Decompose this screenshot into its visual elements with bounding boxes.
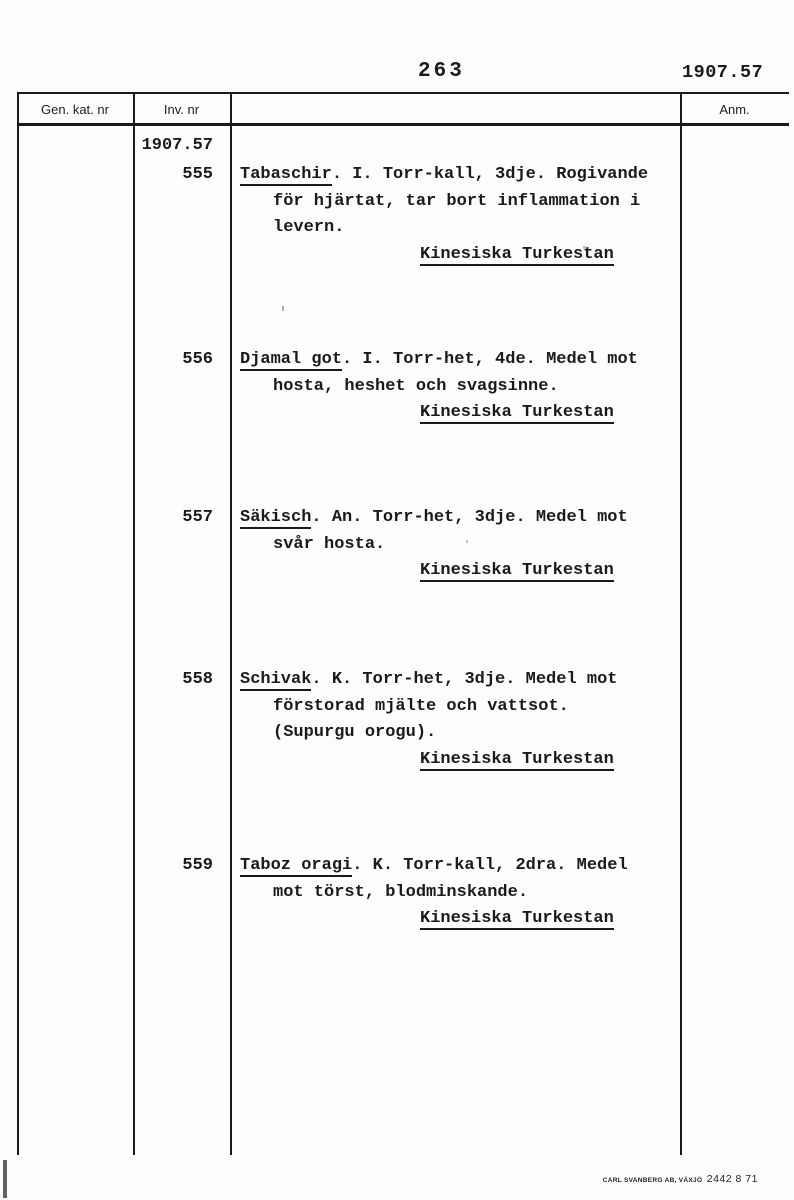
column-divider-inv-text [230,92,232,1155]
column-divider-genkat-inv [133,92,135,1155]
year-group-label: 1907.57 [141,136,213,155]
entry-first-line [240,347,680,374]
page-number: 263 [418,60,465,83]
entry-description: . I. Torr-het, 4de. Medel mot [342,350,638,369]
entry-description: . K. Torr-het, 3dje. Medel mot [311,670,618,689]
inventory-number: 556 [182,350,213,369]
entry-description: . An. Torr-het, 3dje. Medel mot [311,508,628,527]
object-name: Säkisch [240,508,312,527]
catalog-entry [240,853,680,933]
column-divider-text-anm [680,92,682,1155]
entry-line: (Supurgu orogu). [273,723,437,742]
entry-description: . I. Torr-kall, 3dje. Rogivande [331,165,649,184]
object-name: Schivak [240,670,312,689]
entry-first-line [240,853,680,880]
scan-artifact [583,246,586,249]
provenance: Kinesiska Turkestan [420,561,614,580]
inventory-number: 558 [182,670,213,689]
entry-line: förstorad mjälte och vattsot. [273,696,569,716]
printer-code: 2442 8 71 [706,1173,758,1185]
inventory-number: 557 [182,508,213,527]
printer-name: CARL SVANBERG AB, VÄXJÖ [602,1177,703,1184]
entry-description: . K. Torr-kall, 2dra. Medel [352,856,628,875]
entry-line: för hjärtat, tar bort inflammation i [273,191,641,211]
column-header-gen-kat-nr: Gen. kat. nr [41,102,109,117]
column-header-inv-nr: Inv. nr [163,102,200,117]
provenance: Kinesiska Turkestan [420,749,614,769]
scan-artifact [3,1160,7,1198]
provenance: Kinesiska Turkestan [420,909,614,928]
entry-line: mot törst, blodminskande. [273,882,529,902]
page-year-reference: 1907.57 [682,62,764,83]
provenance-line [240,747,680,774]
provenance-line [240,906,680,933]
provenance: Kinesiska Turkestan [420,244,614,264]
provenance-line [240,558,680,585]
object-name: Tabaschir [240,165,332,184]
inventory-number: 559 [182,856,213,875]
inventory-number: 555 [182,165,213,184]
catalog-entry [240,505,680,585]
entry-first-line [240,162,680,189]
entry-line: svår hosta. [273,534,386,554]
column-header-anm: Anm. [719,102,750,117]
catalog-entry [240,347,680,427]
table-border-left [17,92,19,1155]
object-name: Taboz oragi [240,856,353,875]
entry-first-line [240,667,680,694]
provenance-line [240,400,680,427]
entry-line: hosta, heshet och svagsinne. [273,376,559,396]
catalog-entry [240,162,680,268]
provenance: Kinesiska Turkestan [420,403,614,422]
entry-first-line [240,505,680,532]
object-name: Djamal got [240,350,343,369]
entry-line: levern. [273,218,345,237]
scan-artifact [282,306,284,311]
catalog-entry [240,667,680,773]
scan-artifact [466,540,468,543]
provenance-line [240,242,680,269]
printer-imprint [600,1169,758,1187]
